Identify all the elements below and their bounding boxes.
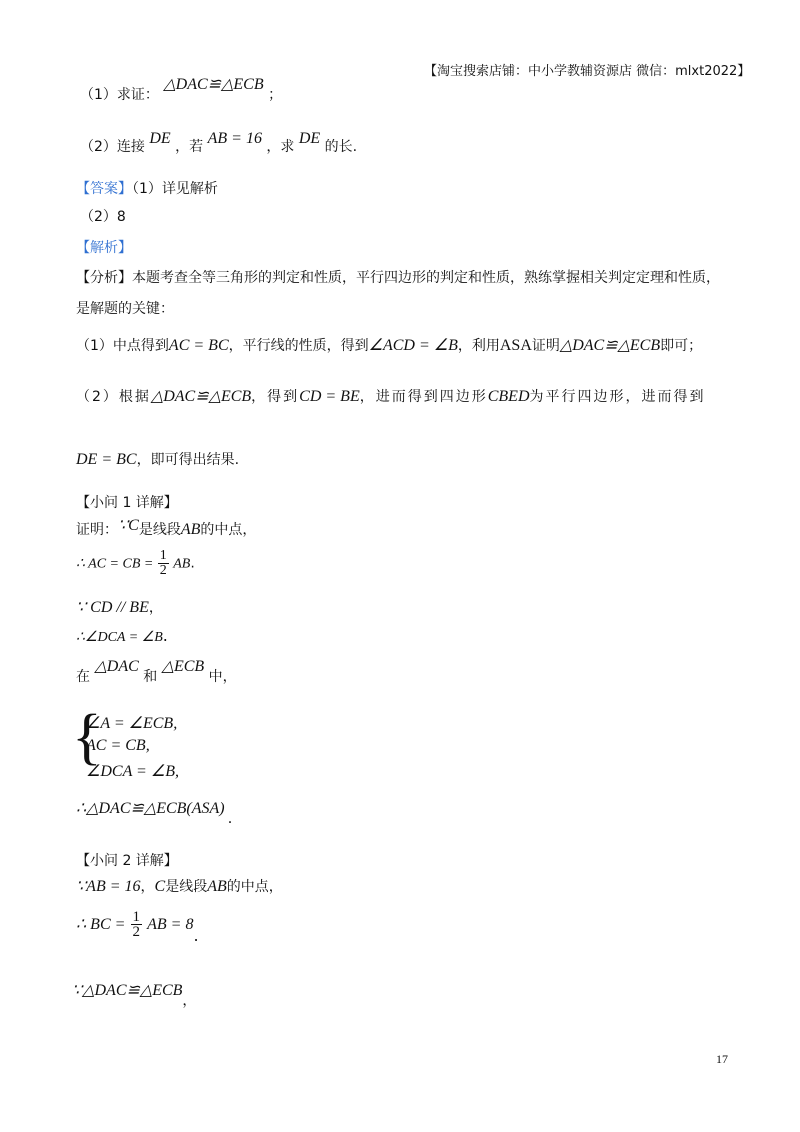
d2s2-fraction xyxy=(131,910,143,939)
d1s2-fraction xyxy=(158,549,169,578)
analysis-line-3 xyxy=(76,451,239,469)
q2-math-de: DE xyxy=(149,130,171,147)
answer-line xyxy=(76,180,218,198)
system-eq-1: ∠A = ∠ECB, xyxy=(86,715,178,732)
l1-c: ，利用 xyxy=(457,338,500,354)
l2-b: ，得到 xyxy=(251,389,300,405)
d2s2-den: 2 xyxy=(132,924,141,940)
d1s5-c: 中， xyxy=(208,669,237,685)
detail-1-step-3 xyxy=(76,597,163,617)
analysis-para-2: 是解题的关键： xyxy=(76,301,174,317)
system-eq-2: AC = CB, xyxy=(86,737,150,754)
d2s2-math-ab: AB = 8 xyxy=(147,916,194,933)
detail-2-step-3 xyxy=(72,980,197,1009)
l1-math-3: △DAC≌△ECB xyxy=(559,337,661,354)
d1s2-den: 2 xyxy=(159,563,167,578)
d1s2-math: ∴ AC = CB = xyxy=(76,556,154,572)
d1s5-a: 在 xyxy=(76,669,90,685)
d2s2-end: . xyxy=(193,926,199,945)
q1-suffix: ； xyxy=(268,87,283,103)
q2-suffix: 的长. xyxy=(324,139,358,155)
d2s1-math: ∵AB = 16 xyxy=(76,878,141,895)
l1-asa: ASA xyxy=(499,337,532,354)
q1-prefix: （1）求证： xyxy=(80,87,159,103)
d1s3-end: ， xyxy=(148,600,163,616)
detail-1-conclusion-end: . xyxy=(228,810,232,827)
page-header: 【淘宝搜索店铺：中小学教辅资源店 微信：mlxt2022】 xyxy=(424,64,751,79)
d1s1-a: 证明： xyxy=(76,522,118,538)
analysis-tag: 【解析】 xyxy=(76,240,132,256)
l1-math-1: AC = BC xyxy=(168,337,229,354)
answer-tag: 【答案】 xyxy=(76,181,132,197)
d1s1-math-c: ∵C xyxy=(118,517,139,534)
question-2 xyxy=(80,130,358,156)
system-eq-3: ∠DCA = ∠B, xyxy=(86,763,179,780)
analysis-para-1: 【分析】本题考查全等三角形的判定和性质，平行四边形的判定和性质，熟练掌握相关判定定理和性质， xyxy=(76,270,720,286)
d1s1-math-ab: AB xyxy=(180,521,201,538)
analysis-line-1 xyxy=(76,337,702,355)
q2-mid1: ，若 xyxy=(175,139,204,155)
analysis-line-2 xyxy=(76,388,706,406)
l2-math-3: CBED xyxy=(487,388,530,405)
detail-1-step-1 xyxy=(76,517,257,539)
d1s4-math: ∴∠DCA = ∠B xyxy=(76,630,163,645)
l1-b: ，平行线的性质，得到 xyxy=(228,338,369,354)
d2s1-b: 是线段 xyxy=(165,879,208,895)
detail-1-step-4 xyxy=(76,626,168,646)
l1-e: 即可； xyxy=(660,338,703,354)
d2s1-math-ab: AB xyxy=(207,878,227,895)
q2-math-de2: DE xyxy=(298,130,321,147)
l2-c: ，进而得到四边形 xyxy=(359,389,488,405)
q1-math: △DAC≌△ECB xyxy=(163,76,264,93)
question-1 xyxy=(80,76,283,104)
d1s2-end: . xyxy=(190,555,195,572)
d1s1-c: 的中点， xyxy=(200,522,257,538)
detail-2-tag: 【小问 2 详解】 xyxy=(76,853,178,869)
q2-math-ab: AB = 16 xyxy=(207,130,262,147)
detail-1-step-2 xyxy=(76,549,195,578)
d2s3-math: ∵△DAC≌△ECB xyxy=(72,982,183,999)
l1-a: （1）中点得到 xyxy=(76,338,169,354)
d2s1-math-c: C xyxy=(154,878,166,895)
d2s1-c: 的中点， xyxy=(226,879,283,895)
l2-math-1: △DAC≌△ECB xyxy=(150,388,252,405)
answer-2: （2）8 xyxy=(80,209,126,225)
d1s3-math: ∵ CD // BE xyxy=(76,599,149,616)
d1s1-b: 是线段 xyxy=(138,522,181,538)
detail-1-step-5 xyxy=(76,658,237,686)
l1-math-2: ∠ACD = ∠B xyxy=(368,337,458,354)
l2-a: （2）根据 xyxy=(76,389,151,405)
detail-2-step-1 xyxy=(76,878,283,896)
detail-1-conclusion: ∴△DAC≌△ECB(ASA) xyxy=(76,800,225,817)
l3-math: DE = BC xyxy=(76,451,137,468)
detail-1-tag: 【小问 1 详解】 xyxy=(76,495,178,511)
d2s2-num: 1 xyxy=(132,909,141,925)
d2s3-end: ， xyxy=(182,993,197,1009)
detail-2-step-2 xyxy=(76,909,199,945)
l1-d: 证明 xyxy=(531,338,560,354)
d1s5-math-2: △ECB xyxy=(161,658,205,675)
d2s2-math: ∴ BC = xyxy=(76,916,126,933)
l3-a: ，即可得出结果. xyxy=(136,452,240,468)
d1s5-b: 和 xyxy=(143,669,158,685)
page-number: 17 xyxy=(716,1052,728,1066)
q2-mid2: ，求 xyxy=(266,139,295,155)
l2-math-2: CD = BE xyxy=(299,388,360,405)
d1s2-math-ab: AB xyxy=(173,556,191,572)
d1s4-end: . xyxy=(162,626,168,645)
q2-prefix: （2）连接 xyxy=(80,139,145,155)
answer-1: （1）详见解析 xyxy=(132,181,218,197)
d2s1-a: ， xyxy=(140,879,155,895)
system-brace: { xyxy=(72,703,102,771)
l2-d: 为平行四边形，进而得到 xyxy=(529,389,706,405)
d1s2-num: 1 xyxy=(159,548,167,563)
d1s5-math-1: △DAC xyxy=(94,658,139,675)
